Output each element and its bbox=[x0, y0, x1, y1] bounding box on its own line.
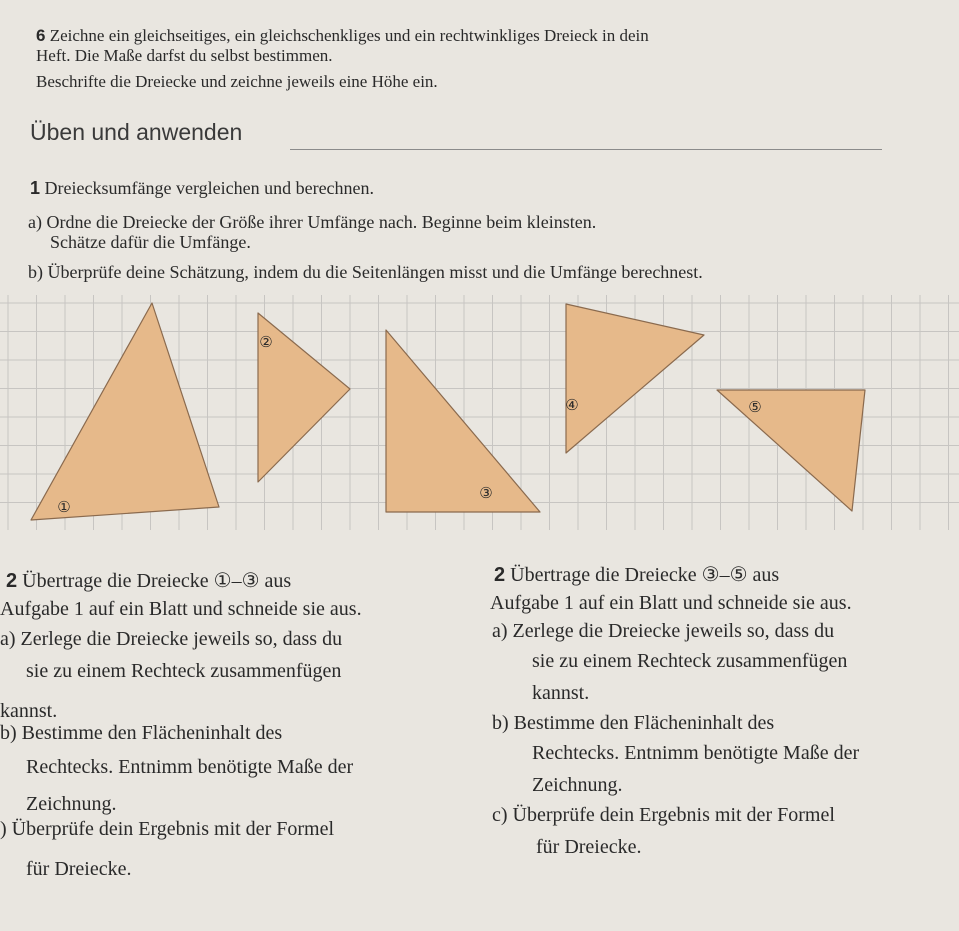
left-task-head bbox=[6, 568, 291, 593]
left-task-b-label: b) bbox=[0, 722, 17, 744]
task1-b-row bbox=[28, 262, 703, 283]
right-task-a-line1: Zerlege die Dreiecke jeweils so, dass du bbox=[512, 620, 835, 642]
left-task-b-line3: Zeichnung. bbox=[26, 793, 117, 815]
task6-text-3: Beschrifte die Dreiecke und zeichne jeweils eine Höhe ein. bbox=[36, 72, 438, 91]
left-task-b-line1: Bestimme den Flächeninhalt des bbox=[21, 722, 283, 744]
task1-title: Dreiecksumfänge vergleichen und berechnen. bbox=[44, 178, 375, 198]
left-task-a-line1: Zerlege die Dreiecke jeweils so, dass du bbox=[20, 628, 343, 650]
right-task-c-line1: Überprüfe dein Ergebnis mit der Formel bbox=[512, 804, 835, 826]
triangle-1-label: ① bbox=[57, 498, 71, 516]
task1-b-text-1: Überprüfe deine Schätzung, indem du die Seitenlängen misst und die Umfänge berechnest. bbox=[47, 262, 703, 282]
left-task-c-row bbox=[0, 818, 334, 841]
right-task-c-label: c) bbox=[492, 804, 508, 826]
task1-a-row bbox=[28, 212, 596, 233]
right-task-a-line2: sie zu einem Rechteck zusammenfügen bbox=[532, 650, 848, 672]
task6-number: 6 bbox=[36, 26, 46, 45]
task1-number: 1 bbox=[30, 178, 41, 198]
triangle-1 bbox=[31, 303, 219, 520]
left-task-c-line1: Überprüfe dein Ergebnis mit der Formel bbox=[11, 818, 334, 840]
triangle-3-label: ③ bbox=[479, 484, 493, 502]
right-task-line2: Aufgabe 1 auf ein Blatt und schneide sie aus. bbox=[490, 592, 852, 614]
right-task-a-row bbox=[492, 620, 834, 643]
task6-line1 bbox=[36, 26, 649, 46]
left-task-c-line2: für Dreiecke. bbox=[26, 858, 132, 880]
right-task-number: 2 bbox=[494, 564, 506, 586]
left-task-b-line2: Rechtecks. Entnimm benötigte Maße der bbox=[26, 756, 354, 778]
left-task-c-label: ) bbox=[0, 818, 7, 840]
task1-title-row bbox=[30, 178, 374, 199]
right-task-a-label: a) bbox=[492, 620, 508, 642]
left-task-line1: Übertrage die Dreiecke ①–③ aus bbox=[22, 570, 292, 592]
right-task-c-line2: für Dreiecke. bbox=[536, 836, 642, 858]
right-task-b-label: b) bbox=[492, 712, 509, 734]
left-task-number: 2 bbox=[6, 570, 18, 592]
right-task-b-line2: Rechtecks. Entnimm benötigte Maße der bbox=[532, 742, 860, 764]
task6-text-1: Zeichne ein gleichseitiges, ein gleichschenkliges und ein rechtwinkliges Dreieck in dein bbox=[49, 26, 649, 45]
left-task-b-row bbox=[0, 722, 282, 745]
triangle-2-label: ② bbox=[259, 333, 273, 351]
right-task-b-row bbox=[492, 712, 774, 735]
task6-text-2: Heft. Die Maße darfst du selbst bestimmen. bbox=[36, 46, 333, 65]
left-task-a-line2: sie zu einem Rechteck zusammenfügen bbox=[26, 660, 342, 682]
triangle-figure bbox=[0, 295, 959, 530]
right-task-b-line3: Zeichnung. bbox=[532, 774, 623, 796]
task1-a-label: a) bbox=[28, 212, 42, 232]
triangle-5 bbox=[717, 390, 865, 511]
right-task-b-line1: Bestimme den Flächeninhalt des bbox=[513, 712, 775, 734]
triangle-grid-svg bbox=[0, 295, 959, 530]
task1-b-label: b) bbox=[28, 262, 43, 282]
right-task-head bbox=[494, 562, 779, 587]
triangle-3 bbox=[386, 330, 540, 512]
right-task-line1: Übertrage die Dreiecke ③–⑤ aus bbox=[510, 564, 780, 586]
right-task-a-line3: kannst. bbox=[532, 682, 590, 704]
task1-a-text-2: Schätze dafür die Umfänge. bbox=[50, 232, 251, 252]
right-task-c-row bbox=[492, 804, 835, 827]
left-task-line2: Aufgabe 1 auf ein Blatt und schneide sie aus. bbox=[0, 598, 362, 620]
section-divider bbox=[290, 149, 882, 150]
left-task-a-row bbox=[0, 628, 342, 651]
triangle-5-label: ⑤ bbox=[748, 398, 762, 416]
left-task-a-label: a) bbox=[0, 628, 16, 650]
section-title: Üben und anwenden bbox=[30, 119, 243, 145]
left-task-a-line3: kannst. bbox=[0, 700, 58, 722]
task1-a-text-1: Ordne die Dreiecke der Größe ihrer Umfänge nach. Beginne beim kleinsten. bbox=[46, 212, 597, 232]
triangle-4-label: ④ bbox=[565, 396, 579, 414]
